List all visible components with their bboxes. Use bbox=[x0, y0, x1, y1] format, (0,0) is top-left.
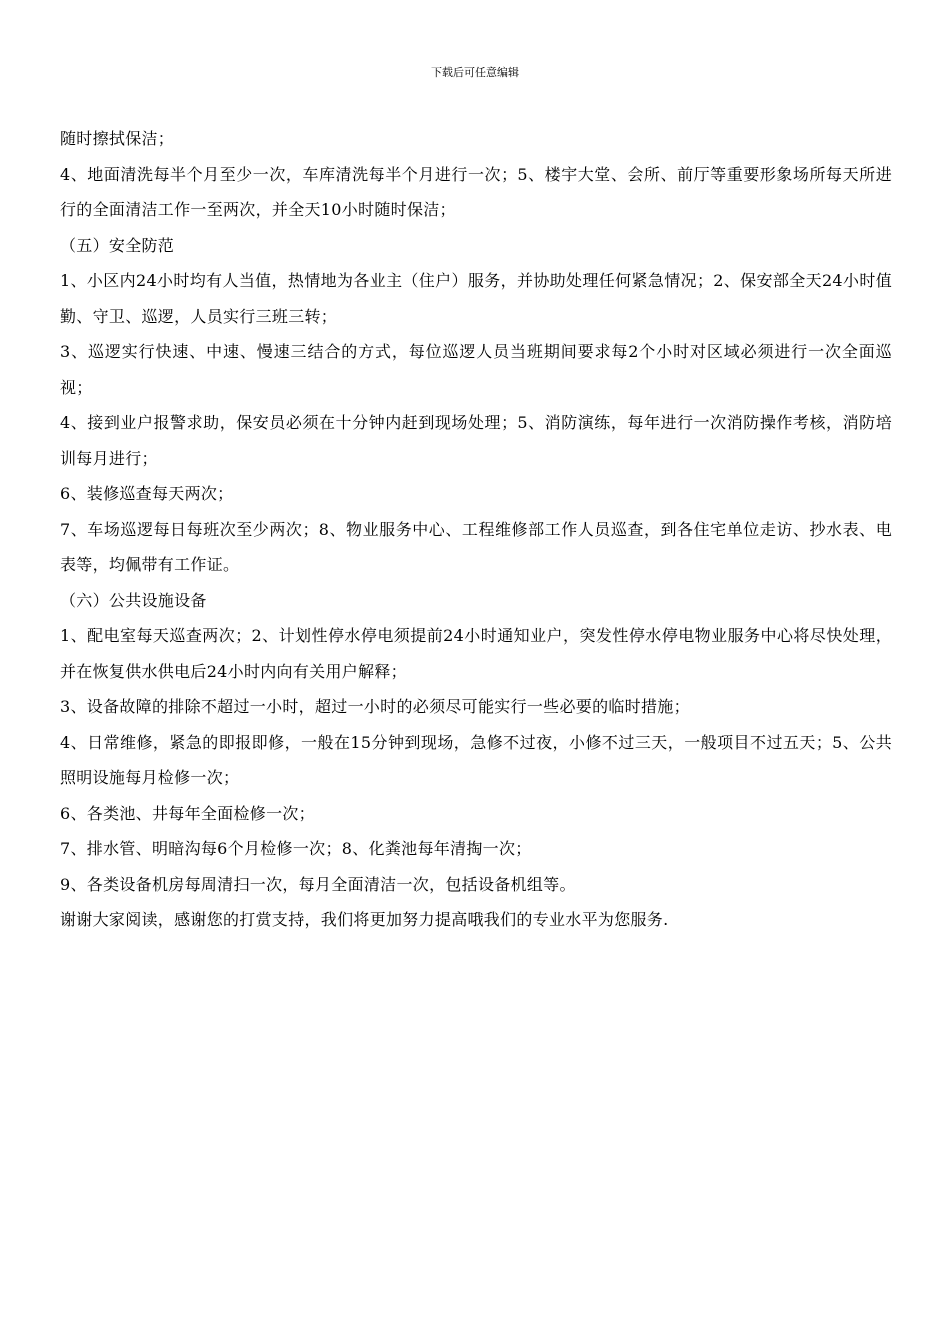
paragraph-parking-patrol: 7、车场巡逻每日每班次至少两次；8、物业服务中心、工程维修部工作人员巡查，到各住宅单位走访、抄水表、电表等，均佩带有工作证。 bbox=[60, 519, 892, 574]
paragraph-patrol-method: 3、巡逻实行快速、中速、慢速三结合的方式，每位巡逻人员当班期间要求每2个小时对区域必须进行一次全面巡视； bbox=[60, 342, 892, 397]
paragraph-drainage: 7、排水管、明暗沟每6个月检修一次；8、化粪池每年清掏一次； bbox=[60, 839, 532, 858]
paragraph-power-room: 1、配电室每天巡查两次；2、计划性停水停电须提前24小时通知业户，突发性停水停电物业服务中心将尽快处理，并在恢复供水供电后24小时内向有关用户解释； bbox=[60, 626, 892, 681]
paragraph-equipment-room: 9、各类设备机房每周清扫一次，每月全面清洁一次，包括设备机组等。 bbox=[60, 874, 576, 894]
paragraph-pool-well: 6、各类池、井每年全面检修一次； bbox=[60, 803, 315, 823]
paragraph-daily-maintenance: 4、日常维修，紧急的即报即修，一般在15分钟到现场，急修不过夜，小修不过三天，一般项目不过五天；5、公共照明设施每月检修一次； bbox=[60, 732, 892, 787]
page-header: 下载后可任意编辑 bbox=[431, 66, 519, 79]
document-body bbox=[60, 121, 892, 938]
section-heading-security: （五）安全防范 bbox=[60, 235, 175, 255]
paragraph-cleaning-wipe: 随时擦拭保洁； bbox=[60, 129, 175, 148]
paragraph-thanks: 谢谢大家阅读，感谢您的打赏支持，我们将更加努力提高哦我们的专业水平为您服务. bbox=[60, 910, 669, 929]
paragraph-fault-repair: 3、设备故障的排除不超过一小时，超过一小时的必须尽可能实行一些必要的临时措施； bbox=[60, 697, 690, 716]
paragraph-alarm-fire-drill: 4、接到业户报警求助，保安员必须在十分钟内赶到现场处理；5、消防演练，每年进行一次消防操作考核，消防培训每月进行； bbox=[60, 413, 892, 468]
paragraph-renovation-check: 6、装修巡查每天两次； bbox=[60, 484, 234, 503]
paragraph-floor-cleaning: 4、地面清洗每半个月至少一次，车库清洗每半个月进行一次；5、楼宇大堂、会所、前厅等重要形象场所每天所进行的全面清洁工作一至两次，并全天10小时随时保洁； bbox=[60, 164, 892, 219]
paragraph-security-duty: 1、小区内24小时均有人当值，热情地为各业主（住户）服务，并协助处理任何紧急情况；2、保安部全天24小时值勤、守卫、巡逻，人员实行三班三转； bbox=[60, 271, 892, 326]
section-heading-facilities: （六）公共设施设备 bbox=[60, 590, 207, 610]
